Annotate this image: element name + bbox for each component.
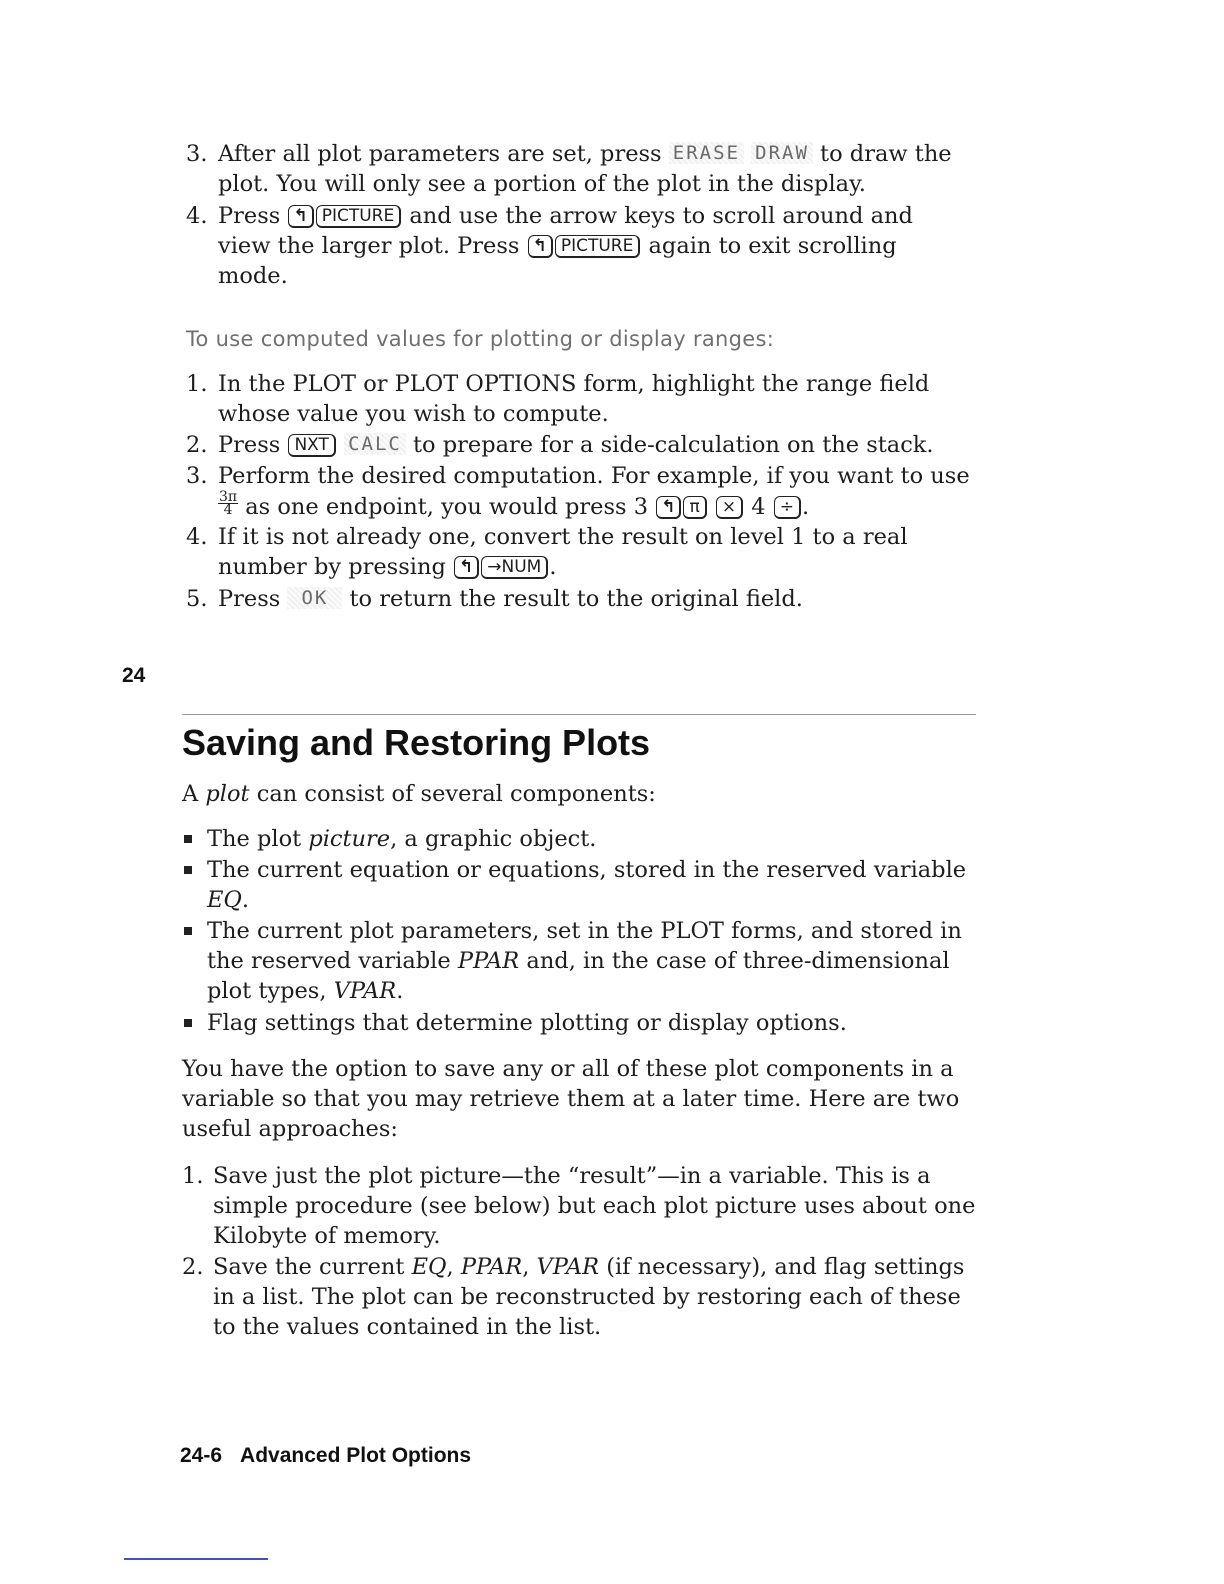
page-number: 24-6	[180, 1444, 223, 1467]
step-number: 5.	[186, 586, 208, 612]
section-title: Saving and Restoring Plots	[182, 722, 651, 763]
step-line: in a list. The plot can be reconstructed by restoring each of these	[213, 1284, 961, 1310]
bullet-line: Flag settings that determine plotting or display options.	[207, 1010, 847, 1036]
step-line: simple procedure (see below) but each plot picture uses about one	[213, 1193, 976, 1219]
bullet-line: The current plot parameters, set in the PLOT forms, and stored in	[207, 918, 962, 944]
step-line: Kilobyte of memory.	[213, 1223, 441, 1249]
bullet-line: the reserved variable PPAR and, in the case of three-dimensional	[207, 948, 950, 974]
bullet-icon	[184, 927, 192, 935]
step-line: plot. You will only see a portion of the plot in the display.	[218, 171, 866, 197]
bullet-line: The current equation or equations, stored in the reserved variable	[207, 857, 967, 883]
draw-menu-key[interactable]: DRAW	[751, 142, 813, 164]
divide-key[interactable]: ÷	[774, 496, 801, 519]
bullet-line: plot types, VPAR.	[207, 978, 404, 1004]
step-line: Press NXT CALC to prepare for a side-calculation on the stack.	[218, 432, 934, 458]
bullet-icon	[184, 835, 192, 843]
subheading: To use computed values for plotting or display ranges:	[186, 327, 775, 351]
footer-title: Advanced Plot Options	[240, 1444, 472, 1467]
multiply-key[interactable]: ×	[716, 496, 743, 519]
bullet-icon	[184, 1019, 192, 1027]
left-shift-key-icon[interactable]: ↰	[528, 235, 553, 258]
step-number: 4.	[186, 203, 208, 229]
to-num-key[interactable]: →NUM	[481, 556, 548, 579]
step-line: Press ↰ PICTURE and use the arrow keys to scroll around and	[218, 203, 913, 229]
step-number: 2.	[186, 432, 208, 458]
section-divider	[182, 714, 976, 715]
step-number: 3.	[186, 141, 208, 167]
nxt-key[interactable]: NXT	[288, 434, 335, 457]
erase-menu-key[interactable]: ERASE	[669, 142, 744, 164]
step-number: 3.	[186, 463, 208, 489]
step-line: whose value you wish to compute.	[218, 401, 609, 427]
step-number: 1.	[186, 371, 208, 397]
step-line: view the larger plot. Press ↰ PICTURE again to exit scrolling	[218, 233, 897, 259]
step-number: 2.	[182, 1254, 204, 1280]
three-pi-over-four-fraction: $\frac{3\pi}{4}$	[219, 489, 238, 518]
intro-paragraph: A plot can consist of several components:	[182, 781, 656, 807]
left-shift-key-icon[interactable]: ↰	[656, 496, 681, 519]
step-number: 1.	[182, 1163, 204, 1189]
step-line: number by pressing ↰ →NUM .	[218, 554, 557, 580]
bullet-line: The plot picture, a graphic object.	[207, 826, 597, 852]
ok-menu-key[interactable]: OK	[287, 587, 342, 609]
step-line: $\frac{3\pi}{4}$ as one endpoint, you would press 3 ↰ π × 4 ÷ .	[219, 489, 810, 520]
chapter-tab: 24	[122, 664, 146, 687]
bullet-line: EQ.	[207, 887, 250, 913]
picture-key[interactable]: PICTURE	[555, 235, 641, 258]
bottom-edge-mark	[124, 1558, 268, 1560]
calc-menu-key[interactable]: CALC	[344, 433, 406, 455]
pi-key[interactable]: π	[683, 496, 706, 519]
step-line: If it is not already one, convert the result on level 1 to a real	[218, 524, 908, 550]
step-line: mode.	[218, 263, 288, 289]
page-footer	[180, 1444, 471, 1468]
picture-key[interactable]: PICTURE	[316, 205, 402, 228]
step-line: Save just the plot picture—the “result”—in a variable. This is a	[213, 1163, 931, 1189]
step-line: In the PLOT or PLOT OPTIONS form, highlight the range field	[218, 371, 930, 397]
step-line: Save the current EQ, PPAR, VPAR (if necessary), and flag settings	[213, 1254, 965, 1280]
step-line: After all plot parameters are set, press ERASE DRAW to draw the	[218, 141, 952, 167]
step-number: 4.	[186, 524, 208, 550]
left-shift-key-icon[interactable]: ↰	[288, 205, 313, 228]
step-line: Press OK to return the result to the original field.	[218, 586, 803, 612]
left-shift-key-icon[interactable]: ↰	[454, 556, 479, 579]
step-line: Perform the desired computation. For example, if you want to use	[218, 463, 970, 489]
bullet-icon	[184, 866, 192, 874]
step-line: to the values contained in the list.	[213, 1314, 602, 1340]
